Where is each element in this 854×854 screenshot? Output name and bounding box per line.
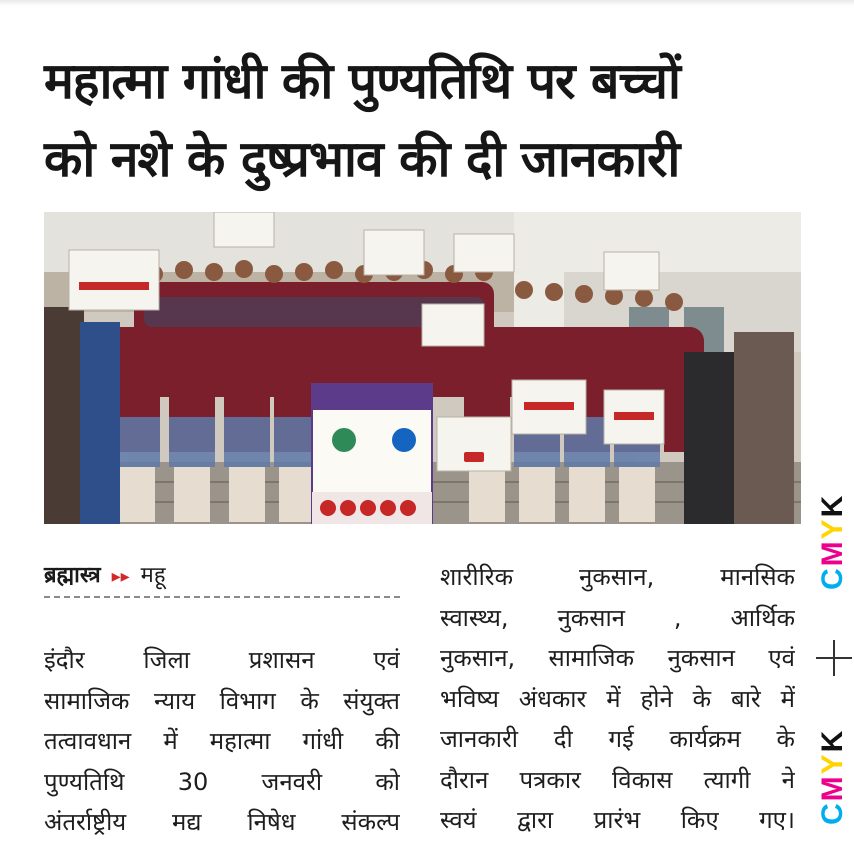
cmyk-k: K [816, 493, 849, 518]
article-line: तत्वावधान में महात्मा गांधी की [44, 727, 400, 755]
article-line: जानकारी दी गई कार्यक्रम के [440, 725, 795, 753]
cmyk-c: C [816, 566, 849, 590]
article-line: सामाजिक न्याय विभाग के संयुक्त [44, 686, 400, 715]
article-line: स्वास्थ्य, नुकसान , आर्थिक [440, 603, 795, 632]
article-line: पुण्यतिथि 30 जनवरी को [44, 767, 400, 796]
cmyk-k: K [816, 728, 849, 753]
cmyk-y: Y [816, 752, 849, 775]
newspaper-name: ब्रह्मास्त्र [44, 563, 101, 588]
headline-line-1: महात्मा गांधी की पुण्यतिथि पर बच्चों [44, 52, 680, 110]
article-line: दौरान पत्रकार विकास त्यागी ने [440, 765, 795, 794]
article-line: नुकसान, सामाजिक नुकसान एवं [440, 644, 795, 672]
article-line: भविष्य अंधकार में होने के बारे में [440, 684, 795, 713]
article-line: शारीरिक नुकसान, मानसिक [440, 563, 795, 591]
dateline [44, 560, 404, 596]
previous-article-edge [0, 0, 854, 6]
cmyk-m: M [816, 774, 849, 802]
headline-line-2: को नशे के दुष्प्रभाव की दी जानकारी [44, 130, 680, 188]
cmyk-c: C [816, 801, 849, 825]
double-arrow-icon: ▸▸ [111, 566, 130, 587]
article-line: अंतर्राष्ट्रीय मद्य निषेध संकल्प [44, 808, 400, 836]
news-photo [44, 212, 801, 524]
article-column-left [44, 640, 400, 843]
article-line: इंदौर जिला प्रशासन एवं [44, 646, 400, 674]
cmyk-print-mark-bottom [818, 695, 848, 825]
cmyk-y: Y [816, 517, 849, 540]
dateline-divider [44, 596, 400, 598]
article-column-right [440, 557, 795, 841]
cmyk-m: M [816, 539, 849, 567]
dateline-place: महू [140, 563, 166, 588]
headline [44, 42, 784, 198]
registration-mark-icon [816, 640, 852, 676]
article-line: स्वयं द्वारा प्रारंभ किए गए। [440, 806, 795, 834]
cmyk-print-mark-top [818, 470, 848, 590]
group-photo-illustration [44, 212, 801, 524]
